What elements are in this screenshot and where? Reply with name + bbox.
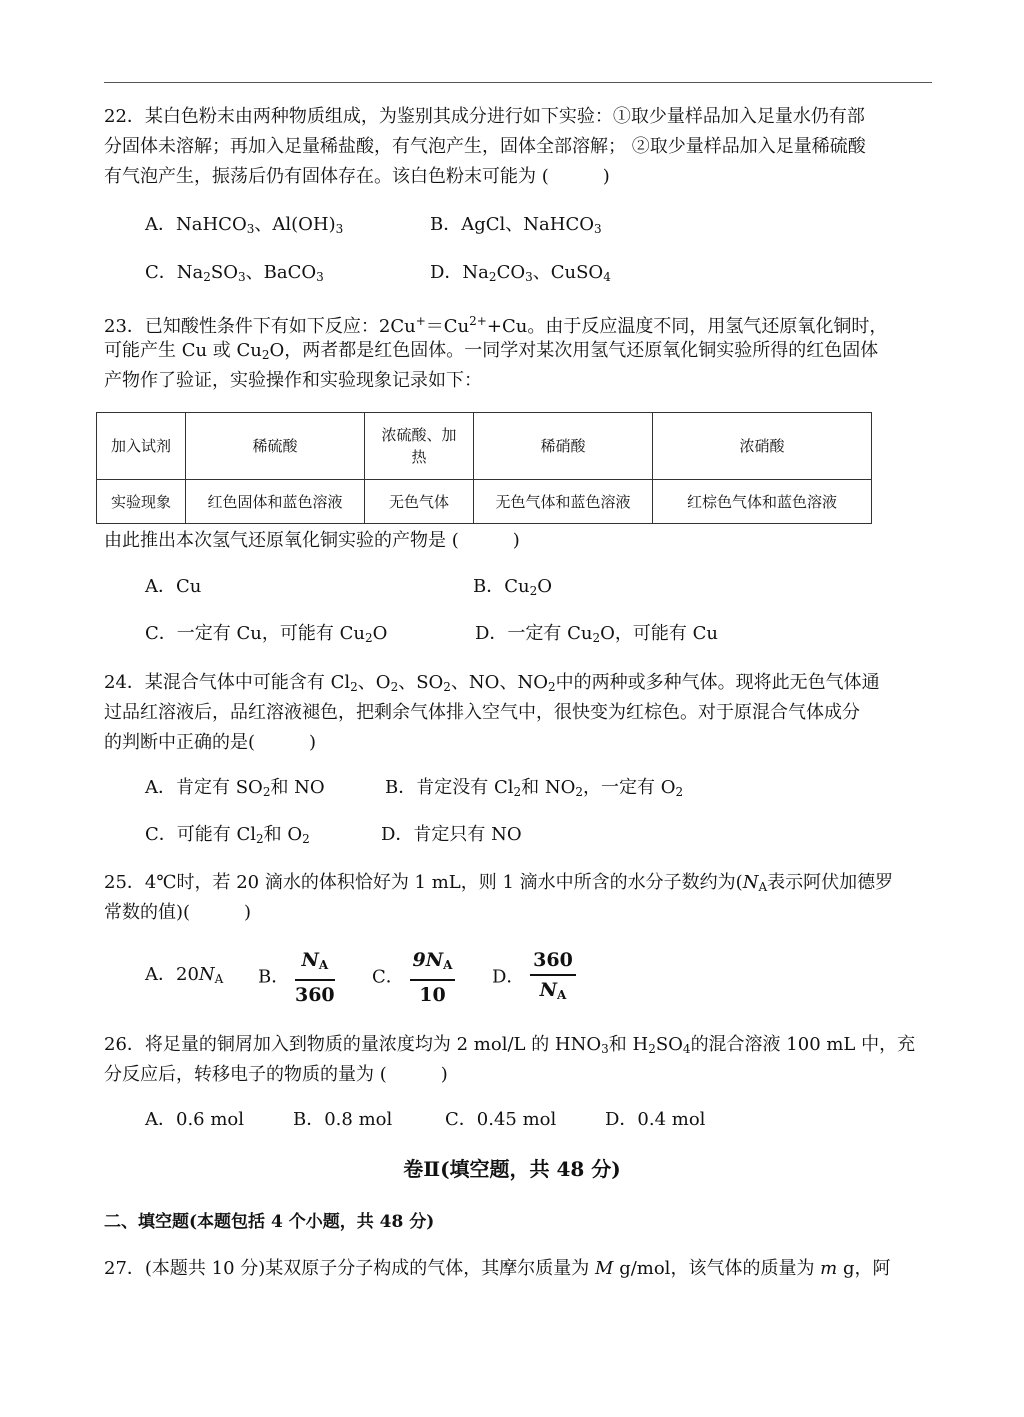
q24-option-a: A．肯定有 $SO_2$和 NO	[145, 777, 325, 799]
q27-line1: 27．(本题共 10 分)某双原子分子构成的气体，其摩尔质量为 M g/mol，该气体的质量为 m g，阿	[104, 1258, 891, 1279]
q22-option-a: A．NaHCO$_3$、$Al(OH)_3$	[145, 214, 344, 236]
q23-option-c: C．一定有 Cu，可能有 $Cu_2O$	[145, 623, 388, 645]
q24-option-b: B．肯定没有 $Cl_2$和 $NO_2$，一定有 $O_2$	[385, 777, 684, 799]
q24-option-d: D．肯定只有 NO	[381, 824, 522, 845]
table-cell: 无色气体和蓝色溶液	[474, 480, 653, 524]
table-cell: 稀硝酸	[474, 413, 653, 480]
q26-option-a: A．0.6 mol	[145, 1109, 245, 1130]
q26-option-d: D．0.4 mol	[605, 1109, 706, 1130]
q25-line2: 常数的值)( )	[104, 902, 252, 923]
table-row	[97, 413, 872, 480]
q23-option-d: D．一定有 $Cu_2O$，可能有 Cu	[475, 623, 719, 645]
table-cell: 实验现象	[97, 480, 186, 524]
q24-line2: 过品红溶液后，品红溶液褪色，把剩余气体排入空气中，很快变为红棕色。对于原混合气体成分	[104, 702, 860, 723]
table-row	[97, 480, 872, 524]
q23-conclusion: 由此推出本次氢气还原氧化铜实验的产物是 ( )	[104, 530, 520, 551]
q24-line3: 的判断中正确的是( )	[104, 732, 317, 753]
q22-line2: 分固体未溶解；再加入足量稀盐酸，有气泡产生，固体全部溶解； ②取少量样品加入足量稀硫酸	[104, 136, 866, 157]
q22-line3: 有气泡产生，振荡后仍有固体存在。该白色粉末可能为 ( )	[104, 166, 610, 187]
q23-line3: 产物作了验证，实验操作和实验现象记录如下：	[104, 370, 482, 391]
experiment-table	[96, 412, 872, 524]
q25-option-a: A．$20N_A$	[145, 964, 224, 986]
q26-option-c: C．0.45 mol	[445, 1109, 557, 1130]
q24-line1: 24．某混合气体中可能含有 $Cl_2$、$O_2$、$SO_2$、NO、$NO_2$中的两种或多种气体。现将此无色气体通	[104, 672, 880, 694]
table-cell: 稀硫酸	[186, 413, 365, 480]
table-cell: 浓硝酸	[653, 413, 872, 480]
q22-option-b: B．AgCl、NaHCO$_3$	[430, 214, 602, 236]
fraction-b: $\frac{N_A}{360}$	[294, 949, 335, 1006]
fraction-d: $\frac{360}{N_A}$	[530, 948, 576, 1007]
fraction-c: $\frac{9N_A}{10}$	[410, 948, 456, 1007]
q26-line1: 26．将足量的铜屑加入到物质的量浓度均为 2 mol/L 的 $HNO_3$和 $H_2SO_4$的混合溶液 100 mL 中，充	[104, 1034, 916, 1056]
q25-option-d: D． $\frac{360}{N_A}$	[492, 948, 576, 1007]
section2-heading: 二、填空题(本题包括 4 个小题，共 48 分)	[104, 1212, 435, 1232]
q22-line1: 22．某白色粉末由两种物质组成，为鉴别其成分进行如下实验：①取少量样品加入足量水仍有部	[104, 106, 865, 127]
q23-option-a: A．Cu	[145, 576, 202, 597]
q26-option-b: B．0.8 mol	[293, 1109, 393, 1130]
q22-option-c: C．$Na_2SO_3$、BaCO$_3$	[145, 262, 324, 284]
q25-line1: 25．4℃时，若 20 滴水的体积恰好为 1 mL，则 1 滴水中所含的水分子数约为($N_A$表示阿伏加德罗	[104, 872, 894, 894]
q25-option-c: C． $\frac{9N_A}{10}$	[372, 948, 455, 1007]
q22-option-d: D．$Na_2CO_3$、CuSO$_4$	[430, 262, 611, 284]
q25-option-b: B． $\frac{N_A}{360}$	[258, 949, 335, 1006]
q26-line2: 分反应后，转移电子的物质的量为 ( )	[104, 1064, 448, 1085]
table-cell: 红色固体和蓝色溶液	[186, 480, 365, 524]
q23-line1: 23．已知酸性条件下有如下反应：$2Cu^+=Cu^{2+}+Cu$。由于反应温度不同，用氢气还原氧化铜时，	[104, 314, 888, 337]
table-cell: 红棕色气体和蓝色溶液	[653, 480, 872, 524]
table-cell: 浓硫酸、加 热	[365, 413, 474, 480]
q24-option-c: C．可能有 $Cl_2$和 $O_2$	[145, 824, 310, 846]
q23-line2: 可能产生 Cu 或 $Cu_2O$，两者都是红色固体。一同学对某次用氢气还原氧化铜实验所得的红色固体	[104, 340, 879, 362]
part2-title: 卷Ⅱ(填空题，共 48 分)	[403, 1157, 621, 1181]
header-rule	[104, 82, 932, 83]
q23-option-b: B．$Cu_2O$	[473, 576, 552, 598]
table-cell: 无色气体	[365, 480, 474, 524]
table-cell: 加入试剂	[97, 413, 186, 480]
